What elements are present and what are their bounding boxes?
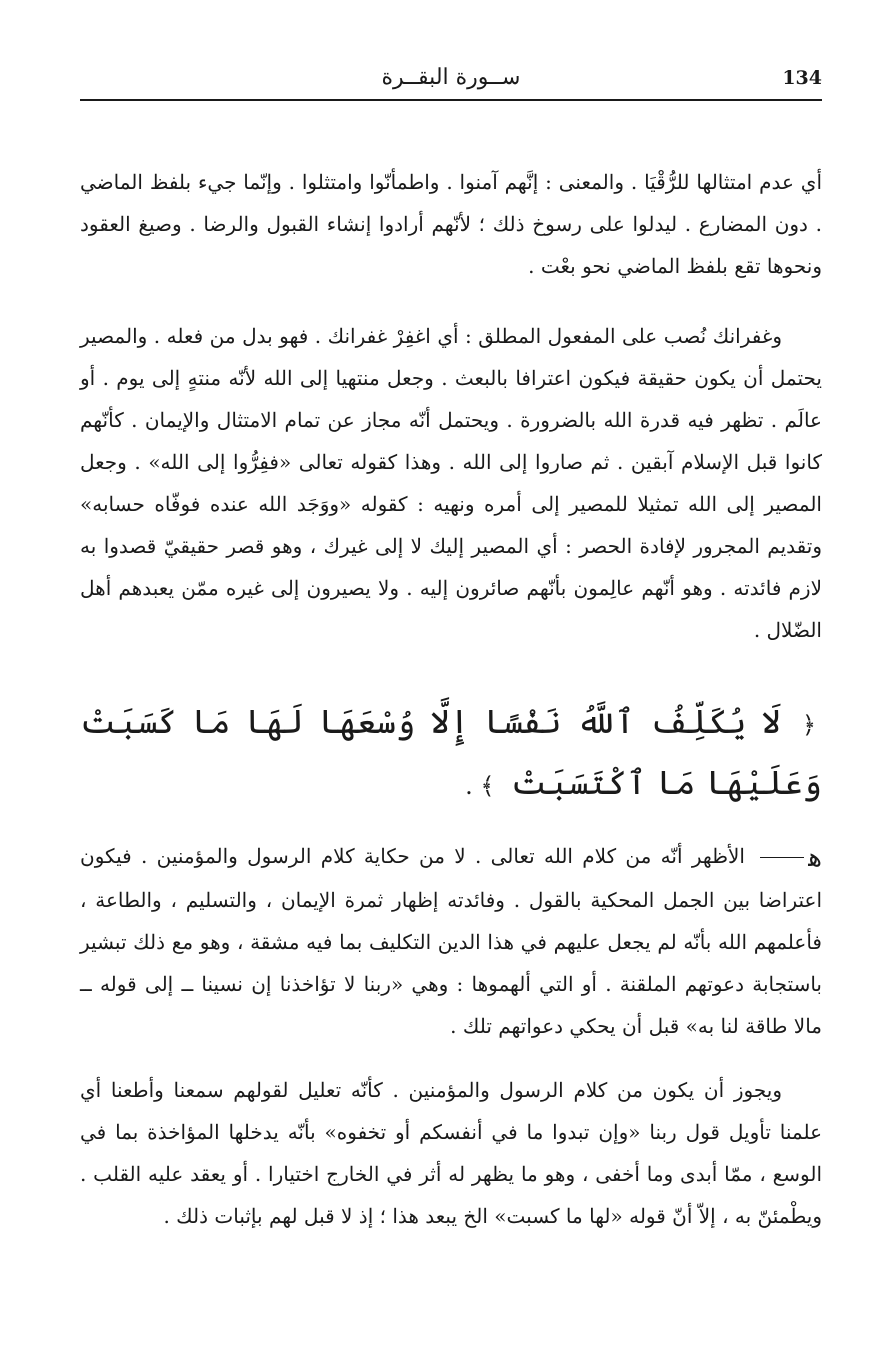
paragraph-3-text: الأظهر أنّه من كلام الله تعالى . لا من حكاية كلام الرسول والمؤمنين . فيكون اعتراضا بين الجمل المحكية بالقول . وفائدته إظهار ثمرة الإيمان ، والتسليم ، والطاعة ، فأعلمهم الله بأنّه لم يجعل عليهم في هذا الدين التكليف بما فيه مشقة ، وهو مع ذلك تبشير باستجابة دعوتهم الملقنة . أو التي ألهموها : وهي «ربنا لا تؤاخذنا إن نسينا ــ إلى قوله ــ مالا طاقة لنا به» قبل أن يحكي دعواتهم تلك .: [80, 844, 822, 1038]
book-page: [80, 55, 822, 1345]
running-title: ســورة البقــرة: [381, 65, 521, 90]
section-dash: [760, 857, 804, 858]
verse-text: لَا يُكَلِّفُ ٱللَّهُ نَفْسًا إِلَّا وُسْعَهَا لَهَا مَا كَسَبَتْ وَعَلَيْهَا مَا ٱكْتَسَبَتْ: [80, 702, 822, 802]
page-header: [80, 55, 822, 101]
paragraph-2: وغفرانك نُصب على المفعول المطلق : أي اغفِرْ غفرانك . فهو بدل من فعله . والمصير يحتمل أن يكون حقيقة فيكون اعترافا بالبعث . وجعل منتهيا إلى الله لأنّه منتهٍ إلى يوم . أو عالَم . تظهر فيه قدرة الله بالضرورة . ويحتمل أنّه مجاز عن تمام الامتثال والإيمان . كأنّهم كانوا قبل الإسلام آبقين . ثم صاروا إلى الله . وهذا كقوله تعالى «ففِرُّوا إلى الله» . وجعل المصير إلى الله تمثيلا للمصير إلى أمره ونهيه : كقوله «ووَجَد الله عنده فوفّاه حسابه» وتقديم المجرور لإفادة الحصر : أي المصير إليك لا إلى غيرك ، وهو قصر حقيقيّ قصدوا به لازم فائدته . وهو أنّهم عالِمون بأنّهم صائرون إليه . ولا يصيرون إلى غيره ممّن يعبدهم أهل الضّلال .: [80, 324, 822, 642]
paragraph-3: [80, 835, 822, 1047]
verse-open-bracket: ﴿: [801, 711, 817, 739]
page-number: 134: [782, 67, 822, 89]
verse-close-bracket: ﴾ .: [465, 772, 495, 800]
section-marker-icon: ﮬ: [808, 842, 822, 873]
paragraph-1: أي عدم امتثالها للرُّقْيَا . والمعنى : إنَّهم آمنوا . واطمأنّوا وامتثلوا . وإنّما جيء بلفظ الماضي . دون المضارع . ليدلوا على رسوخ ذلك ؛ لأنّهم أرادوا إنشاء القبول والرضا . وصيغ العقود ونحوها تقع بلفظ الماضي نحو بعْت .: [80, 170, 822, 278]
quran-verse: [80, 693, 822, 815]
paragraph-4: ويجوز أن يكون من كلام الرسول والمؤمنين . كأنّه تعليل لقولهم سمعنا وأطعنا أي علمنا تأويل قول ربنا «وإن تبدوا ما في أنفسكم أو تخفوه» بأنّه يدخلها المؤاخذة بما في الوسع ، ممّا أبدى وما أخفى ، وهو ما يظهر له أثر في الخارج اختيارا . أو يعقد عليه القلب . ويطْمئنّ به ، إلاّ أنّ قوله «لها ما كسبت» الخ يبعد هذا ؛ إذ لا قبل لهم بإثبات ذلك .: [80, 1077, 822, 1228]
